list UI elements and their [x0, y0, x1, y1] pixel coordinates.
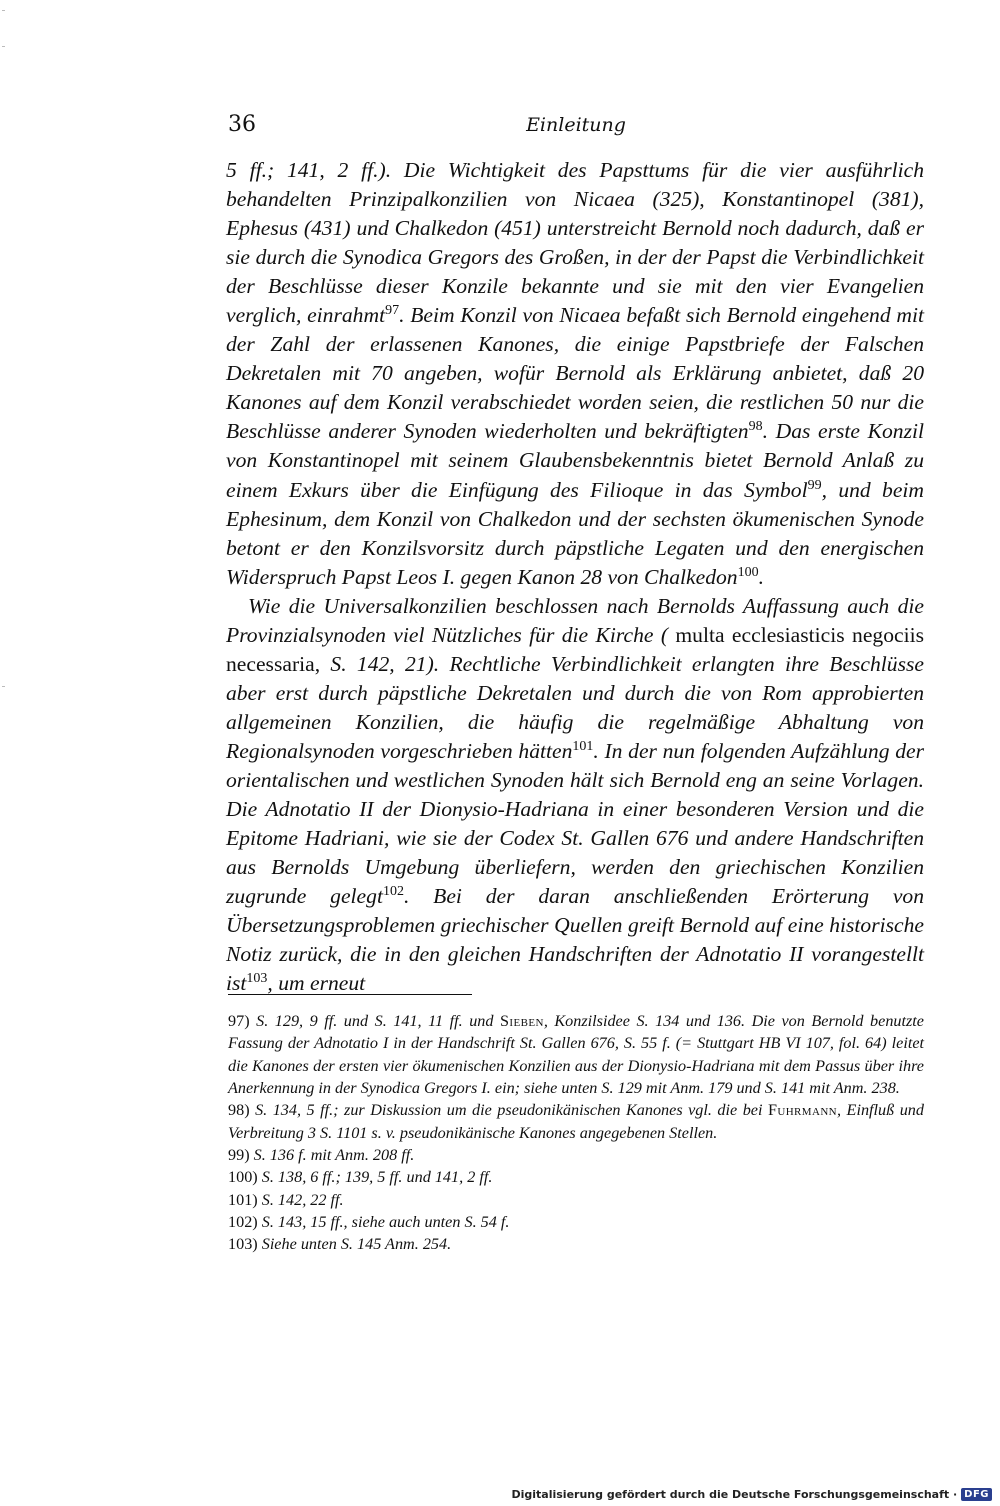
- text-run: . Bei der daran anschließenden Erörterung von Übersetzungsproblemen griechischer Quellen greift Bernold auf eine historische Notiz zurück, die in den gleichen Handschriften der Adnotatio II vorangestellt ist: [226, 884, 924, 996]
- body-text: [226, 156, 924, 998]
- text-run: Wie die Universalkonzilien beschlossen nach Bernolds Auffassung auch die Provinzialsynoden viel Nützliches für die Kirche (: [226, 593, 924, 647]
- footnote-text: S. 142, 22 ff.: [257, 1190, 344, 1209]
- footnote-text: S. 138, 6 ff.; 139, 5 ff. und 141, 2 ff.: [257, 1168, 493, 1187]
- page-number: 36: [228, 112, 256, 137]
- paragraph-1: [226, 156, 924, 592]
- footnote-number: 102): [228, 1213, 258, 1232]
- scan-mark: [2, 686, 5, 687]
- footnote-ref-97[interactable]: 97: [385, 303, 400, 319]
- footnote-text: S. 136 f. mit Anm. 208 ff.: [249, 1146, 415, 1165]
- footnote-ref-102[interactable]: 102: [382, 884, 404, 900]
- footnote-98: [228, 1099, 924, 1144]
- footnote-number: 103): [228, 1235, 258, 1254]
- page-header: [228, 112, 924, 144]
- text-run: S. 142, 21). Rechtliche Verbindlichkeit erlangten ihre Beschlüsse aber erst durch päpstliche Dekretalen und durch die von Rom approbierten allgemeinen Konzilien, die häufig die regelmäßige Abhaltung von Regionalsynoden vorgeschrieben hätten: [226, 651, 924, 763]
- footnote-text: , Konzilsidee S. 134 und 136. Die von Bernold benutzte Fassung der Adnotatio I in der Handschrift St. Gallen 676, S. 55 f. (= Stuttgart HB VI 107, fol. 64) leitet die Kanones der ersten vier ökumenischen Konzilien aus der Dionysio-Hadriana mit dem Passus über ihre Anerkennung in der Synodica Gregors I. ein; siehe unten S. 129 mit Anm. 179 und S. 141 mit Anm. 238.: [228, 1012, 924, 1098]
- footnote-100: [228, 1166, 924, 1188]
- text-run: , und beim Ephesinum, dem Konzil von Chalkedon und der sechsten ökumenischen Synode betont er den Konzilsvorsitz durch päpstliche Legaten und den energischen Widerspruch Papst Leos I. gegen Kanon 28 von Chalkedon: [226, 477, 925, 589]
- footnote-ref-103[interactable]: 103: [246, 971, 268, 987]
- footnote-ref-101[interactable]: 101: [572, 738, 594, 754]
- running-head: Einleitung: [526, 114, 626, 136]
- footnote-number: 99): [228, 1146, 250, 1165]
- footnote-ref-100[interactable]: 100: [737, 564, 759, 580]
- footnote-number: 98): [228, 1101, 250, 1120]
- text-run: 5 ff.; 141, 2 ff.). Die Wichtigkeit des Papsttums für die vier ausführlich behandelten Prinzipalkonzilien von Nicaea (325), Konstantinopel (381), Ephesus (431) und Chalkedon (451) unterstreicht Bernold noch dadurch, daß er sie durch die Synodica Gregors des Großen, in der der Papst die Verbindlichkeit der Beschlüsse dieser Konzile bekannte und sie mit den vier Evangelien verglich, einrahmt: [226, 158, 924, 328]
- dfg-logo: DFG: [961, 1488, 992, 1501]
- footnote-text: Siehe unten S. 145 Anm. 254.: [257, 1235, 452, 1254]
- funding-banner: [511, 1488, 992, 1501]
- footnote-102: [228, 1211, 924, 1233]
- footnote-number: 101): [228, 1190, 258, 1209]
- text-run: . In der nun folgenden Aufzählung der orientalischen und westlichen Synoden hält sich Bernold eng an seine Vorlagen. Die Adnotatio II der Dionysio-Hadriana in einer besonderen Version und die Epitome Hadriani, wie sie der Codex St. Gallen 676 und andere Handschriften aus Bernolds Umgebung überliefern, werden den griechischen Konzilien zugrunde gelegt: [226, 738, 924, 909]
- footnote-text: S. 134, 5 ff.; zur Diskussion um die pseudonikänischen Kanones vgl. die bei: [249, 1101, 768, 1120]
- scan-mark: [2, 46, 5, 47]
- author-name: Sieben: [500, 1012, 544, 1030]
- footnote-ref-99[interactable]: 99: [807, 477, 822, 493]
- text-run: .: [758, 564, 765, 589]
- footnote-97: [228, 1010, 924, 1099]
- scan-mark: [2, 10, 5, 11]
- funding-text: Digitalisierung gefördert durch die Deutsche Forschungsgemeinschaft ·: [511, 1488, 958, 1501]
- footnote-ref-98[interactable]: 98: [748, 419, 763, 435]
- footnote-separator: [228, 994, 472, 995]
- paragraph-2: [226, 592, 924, 999]
- author-name: Fuhrmann: [767, 1101, 838, 1120]
- footnote-text: S. 143, 15 ff., siehe auch unten S. 54 f.: [257, 1213, 510, 1232]
- text-run: . Beim Konzil von Nicaea befaßt sich Bernold eingehend mit der Zahl der erlassenen Kanones, die einige Papstbriefe der Falschen Dekretalen mit 70 angeben, wofür Bernold als Erklärung anbietet, daß 20 Kanones auf dem Konzil verabschiedet worden seien, die restlichen 50 nur die Beschlüsse anderer Synoden wiederholten und bekräftigten: [226, 303, 924, 444]
- footnote-number: 97): [228, 1012, 250, 1030]
- footnote-101: [228, 1189, 924, 1211]
- text-run: . Das erste Konzil von Konstantinopel mit seinem Glaubensbekenntnis bietet Bernold Anlaß zu einem Exkurs über die Einfügung des Filioque in das Symbol: [226, 419, 925, 502]
- footnote-text: , Einfluß und Verbreitung 3 S. 1101 s. v. pseudonikänische Kanones angegebenen Stellen.: [228, 1101, 924, 1142]
- text-run: , um erneut: [267, 971, 366, 996]
- footnote-99: [228, 1144, 924, 1166]
- footnotes: [228, 1010, 924, 1256]
- footnote-number: 100): [228, 1168, 258, 1187]
- latin-quotation: multa ecclesiasticis negociis necessaria,: [226, 622, 924, 676]
- footnote-103: [228, 1233, 924, 1255]
- footnote-text: S. 129, 9 ff. und S. 141, 11 ff. und: [249, 1012, 501, 1030]
